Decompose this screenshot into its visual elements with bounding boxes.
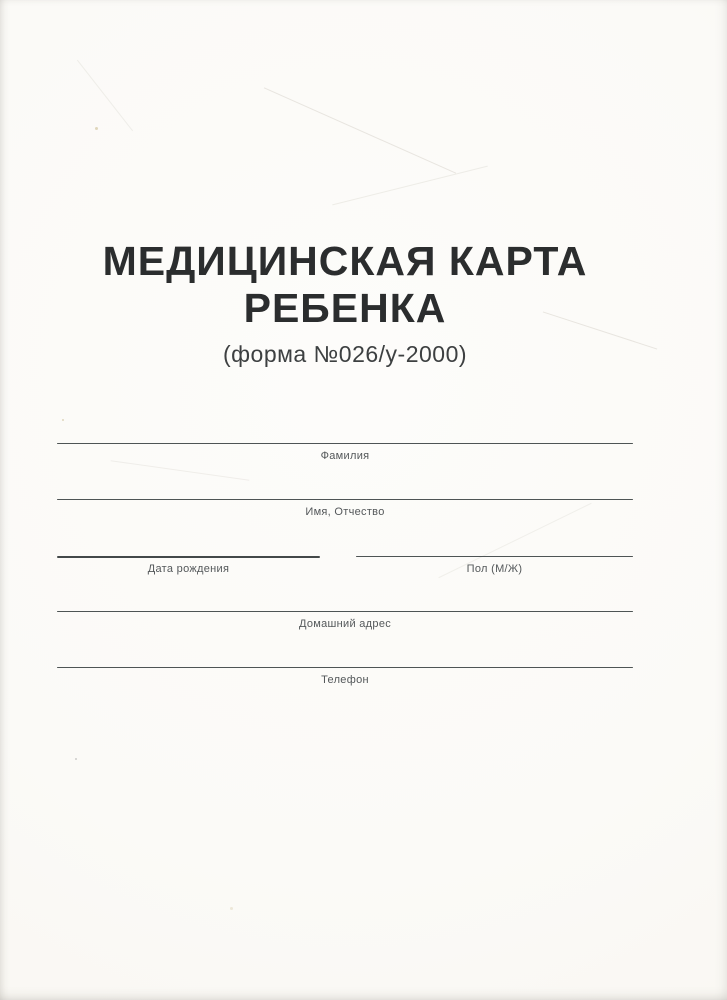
surname-write-line [57, 443, 633, 444]
paper-speck [75, 758, 77, 760]
home-address-write-line [57, 611, 633, 612]
paper-crease [111, 460, 250, 480]
sex-label: Пол (М/Ж) [466, 563, 523, 575]
phone-label: Телефон [321, 674, 369, 686]
paper-crease [264, 87, 456, 173]
home-address-label: Домашний адрес [298, 618, 392, 630]
document-title-line1: МЕДИЦИНСКАЯ КАРТА [102, 238, 588, 284]
surname-label: Фамилия [320, 450, 370, 462]
paper-crease [332, 166, 487, 206]
paper-speck [62, 419, 64, 421]
document-form-number: (форма №026/у-2000) [222, 341, 468, 367]
paper-speck [95, 127, 98, 130]
paper-crease [77, 60, 133, 132]
name-patronymic-label: Имя, Отчество [305, 506, 385, 518]
birth-date-write-line [57, 556, 320, 558]
paper-speck [230, 907, 233, 910]
name-patronymic-write-line [57, 499, 633, 500]
birth-date-label: Дата рождения [147, 563, 230, 575]
sex-write-line [356, 556, 633, 557]
phone-write-line [57, 667, 633, 668]
document-title-line2: РЕБЕНКА [243, 285, 447, 331]
